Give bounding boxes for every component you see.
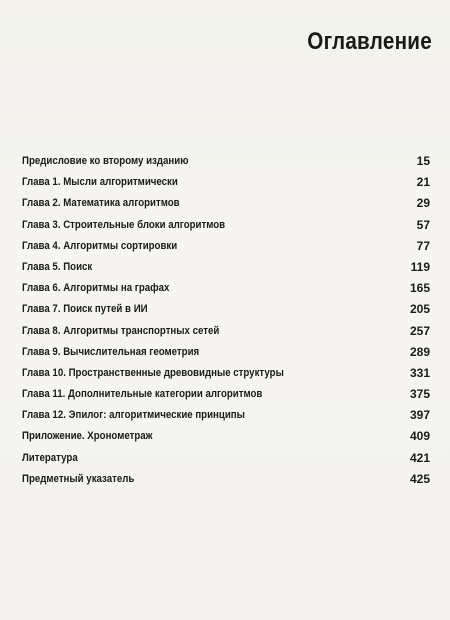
toc-entry-page: 119 xyxy=(410,259,430,274)
toc-entry-label: Глава 4. Алгоритмы сортировки xyxy=(22,239,178,252)
toc-entry-page: 375 xyxy=(409,387,430,402)
toc-entry-page: 425 xyxy=(409,471,430,486)
toc-entry-label: Глава 12. Эпилог: алгоритмические принципы xyxy=(22,409,245,422)
toc-entry xyxy=(22,384,430,405)
toc-entry-page: 421 xyxy=(409,450,430,465)
table-of-contents xyxy=(22,151,430,490)
toc-entry xyxy=(22,363,430,384)
toc-entry-label: Литература xyxy=(22,451,78,464)
toc-entry xyxy=(22,257,430,278)
toc-entry-label: Глава 10. Пространственные древовидные структуры xyxy=(22,366,284,379)
toc-entry-page: 15 xyxy=(416,154,430,168)
toc-entry-label: Глава 5. Поиск xyxy=(22,260,93,273)
toc-entry xyxy=(22,405,430,426)
toc-entry xyxy=(22,236,430,257)
toc-entry xyxy=(22,426,430,447)
toc-entry-page: 331 xyxy=(409,365,430,380)
toc-entry-label: Глава 8. Алгоритмы транспортных сетей xyxy=(22,324,220,337)
toc-entry-page: 77 xyxy=(416,238,430,253)
toc-entry-page: 29 xyxy=(416,196,430,211)
toc-entry-label: Предметный указатель xyxy=(22,472,135,485)
toc-entry-label: Глава 7. Поиск путей в ИИ xyxy=(22,303,148,316)
toc-entry-page: 289 xyxy=(409,344,430,359)
toc-entry-label: Глава 1. Мысли алгоритмически xyxy=(22,176,178,189)
toc-entry-page: 257 xyxy=(409,323,430,338)
toc-entry xyxy=(22,342,430,363)
toc-entry xyxy=(22,469,430,490)
toc-entry-page: 57 xyxy=(416,217,430,232)
page-title: Оглавление xyxy=(307,28,432,55)
toc-entry xyxy=(22,151,430,172)
toc-entry-page: 205 xyxy=(409,302,430,317)
toc-entry xyxy=(22,215,430,236)
toc-entry-label: Глава 9. Вычислительная геометрия xyxy=(22,345,200,358)
toc-entry-label: Глава 3. Строительные блоки алгоритмов xyxy=(22,218,226,231)
toc-entry xyxy=(22,321,430,342)
toc-entry-label: Глава 6. Алгоритмы на графах xyxy=(22,282,170,295)
toc-entry-page: 397 xyxy=(409,408,430,423)
toc-entry-label: Глава 2. Математика алгоритмов xyxy=(22,197,180,210)
toc-entry xyxy=(22,448,430,469)
toc-entry xyxy=(22,193,430,214)
toc-entry-page: 409 xyxy=(409,429,430,444)
toc-entry xyxy=(22,299,430,320)
toc-entry xyxy=(22,172,430,193)
toc-entry-label: Предисловие ко второму изданию xyxy=(22,155,189,167)
toc-entry xyxy=(22,278,430,299)
toc-entry-label: Глава 11. Дополнительные категории алгоритмов xyxy=(22,388,263,401)
toc-entry-page: 165 xyxy=(409,281,430,296)
toc-entry-label: Приложение. Хронометраж xyxy=(22,430,153,443)
toc-entry-page: 21 xyxy=(416,175,430,190)
